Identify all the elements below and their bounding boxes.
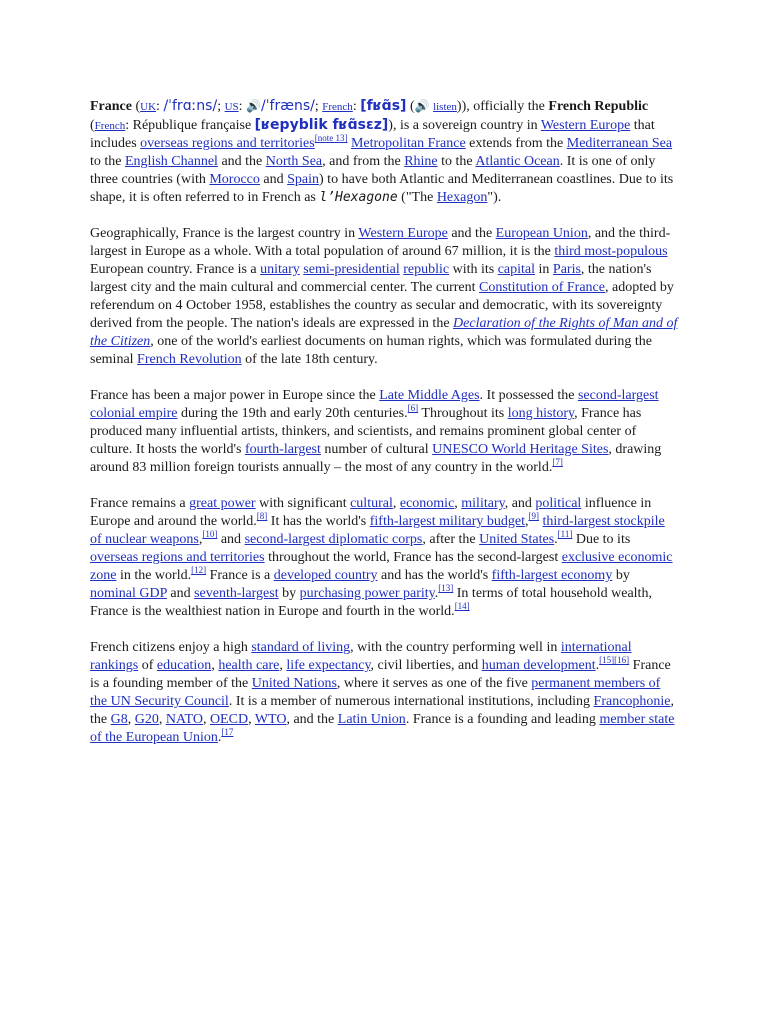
ref-10[interactable]: [10] bbox=[202, 529, 218, 539]
link-international-rankings[interactable]: international rankings bbox=[90, 640, 632, 673]
link-g20[interactable]: G20 bbox=[134, 712, 159, 727]
link-oecd[interactable]: OECD bbox=[209, 712, 249, 727]
link-morocco[interactable]: Morocco bbox=[209, 172, 260, 187]
note-13[interactable]: [note 13] bbox=[314, 133, 348, 143]
link-united-nations[interactable]: United Nations bbox=[251, 676, 337, 691]
link-overseas[interactable]: overseas regions and territories bbox=[140, 136, 315, 151]
paragraph-power: France remains a great power with significant cultural, economic, military, and political influence in Europe and around the world.[8] It has the world's fifth-largest military budget,[9] third-largest stockpile of nuclear weapons,[10] and second-largest diplomatic corps, after the United States.[11] Due to its overseas regions and territories throughout the world, France has the second-largest exclusive economic zone in the world.[12] France is a developed country and has the world's fifth-largest economy by nominal GDP and seventh-largest by purchasing power parity.[13] In terms of total household wealth, France is the wealthiest nation in Europe and fourth in the world.[14] bbox=[90, 496, 673, 619]
link-unitary[interactable]: unitary bbox=[260, 262, 300, 277]
speaker-icon[interactable]: 🔊 bbox=[246, 99, 261, 113]
link-economic[interactable]: economic bbox=[399, 496, 455, 511]
link-nuclear-weapons[interactable]: third-largest stockpile of nuclear weapons bbox=[90, 514, 665, 547]
link-education[interactable]: education bbox=[156, 658, 212, 673]
link-seventh-largest[interactable]: seventh-largest bbox=[194, 586, 279, 601]
ref-8[interactable]: [8] bbox=[256, 511, 268, 521]
ref-7[interactable]: [7] bbox=[552, 457, 563, 467]
link-human-development[interactable]: human development bbox=[481, 658, 596, 673]
paragraph-intro: France (UK: /ˈfrɑːns/; US: 🔊/ˈfræns/; French: [fʁɑ̃s] (🔊 listen)), officially the French Republic (French: République française [ʁepyblik fʁɑ̃sɛz]), is a sovereign country in Western Europe that includes overseas regions and territories[note 13] Metropolitan France extends from the Mediterranean Sea to the English Channel and the North Sea, and from the Rhine to the Atlantic Ocean. It is one of only three countries (with Morocco and Spain) to have both Atlantic and Mediterranean coastlines. Due to its shape, it is often referred to in French as l’Hexagone ("The Hexagon"). bbox=[90, 98, 674, 205]
link-wto[interactable]: WTO bbox=[254, 712, 287, 727]
ipa-french[interactable]: [fʁɑ̃s] bbox=[360, 98, 407, 114]
ipa-us[interactable]: /ˈfræns/ bbox=[260, 98, 315, 114]
ipa-uk[interactable]: /ˈfrɑːns/ bbox=[163, 98, 218, 114]
link-military-budget[interactable]: fifth-largest military budget bbox=[369, 514, 526, 529]
link-french-revolution[interactable]: French Revolution bbox=[137, 352, 242, 367]
link-declaration[interactable]: Declaration of the Rights of Man and of the Citizen bbox=[90, 316, 678, 349]
bold-france: France bbox=[90, 99, 132, 114]
link-republic[interactable]: republic bbox=[403, 262, 450, 277]
link-united-states[interactable]: United States bbox=[479, 532, 555, 547]
link-constitution[interactable]: Constitution of France bbox=[479, 280, 605, 295]
link-military[interactable]: military bbox=[461, 496, 505, 511]
link-french[interactable]: French bbox=[322, 101, 353, 113]
link-developed-country[interactable]: developed country bbox=[273, 568, 378, 583]
link-western-europe[interactable]: Western Europe bbox=[540, 118, 631, 133]
paragraph-citizens: French citizens enjoy a high standard of living, with the country performing well in international rankings of education, health care, life expectancy, civil liberties, and human development.[15][16] France is a founding member of the United Nations, where it serves as one of the five permanent members of the UN Security Council. It is a member of numerous international institutions, including Francophonie, the G8, G20, NATO, OECD, WTO, and the Latin Union. France is a founding and leading member state of the European Union.$^{[17}$ bbox=[90, 640, 675, 745]
link-listen[interactable]: listen bbox=[433, 101, 457, 113]
link-hexagon[interactable]: Hexagon bbox=[436, 190, 488, 205]
ipa-republique[interactable]: [ʁepyblik fʁɑ̃sɛz] bbox=[254, 117, 389, 133]
link-spain[interactable]: Spain bbox=[287, 172, 320, 187]
link-permanent-members[interactable]: permanent members of the UN Security Council bbox=[90, 676, 661, 709]
link-mediterranean[interactable]: Mediterranean Sea bbox=[566, 136, 673, 151]
link-long-history[interactable]: long history bbox=[507, 406, 575, 421]
link-unesco[interactable]: UNESCO World Heritage Sites bbox=[432, 442, 609, 457]
hexagone-term: l’Hexagone bbox=[319, 190, 398, 205]
link-great-power[interactable]: great power bbox=[189, 496, 256, 511]
link-semi-presidential[interactable]: semi-presidential bbox=[303, 262, 400, 277]
ref-12[interactable]: [12] bbox=[191, 565, 207, 575]
link-life-expectancy[interactable]: life expectancy bbox=[286, 658, 371, 673]
link-colonial-empire[interactable]: second-largest colonial empire bbox=[90, 388, 659, 421]
paragraph-geography: Geographically, France is the largest country in Western Europe and the European Union, and the third-largest in Europe as a whole. With a total population of around 67 million, it is the third most-populous European country. France is a unitary semi-presidential republic with its capital in Paris, the nation's largest city and the main cultural and commercial center. The current Constitution of France, adopted by referendum on 4 October 1958, establishes the country as secular and democratic, with its sovereignty derived from the people. The nation's ideals are expressed in the Declaration of the Rights of Man and of the Citizen, one of the world's earliest documents on human rights, which was formulated during the seminal French Revolution of the late 18th century. bbox=[90, 226, 678, 367]
ref-9[interactable]: [9] bbox=[528, 511, 540, 521]
speaker-icon[interactable]: 🔊 bbox=[414, 99, 430, 113]
link-uk[interactable]: UK bbox=[140, 101, 157, 113]
link-latin-union[interactable]: Latin Union bbox=[337, 712, 406, 727]
link-rhine[interactable]: Rhine bbox=[404, 154, 438, 169]
link-third-most-populous[interactable]: third most-populous bbox=[554, 244, 668, 259]
link-standard-of-living[interactable]: standard of living bbox=[251, 640, 351, 655]
link-metropolitan-france[interactable]: Metropolitan France bbox=[350, 136, 466, 151]
paragraph-history: France has been a major power in Europe since the Late Middle Ages. It possessed the second-largest colonial empire during the 19th and early 20th centuries.[6] Throughout its long history, France has produced many influential artists, thinkers, and scientists, and remains prominent global center of culture. It hosts the world's fourth-largest number of cultural UNESCO World Heritage Sites, drawing around 83 million foreign tourists annually – the most of any country in the world.[7] bbox=[90, 388, 662, 475]
link-late-middle-ages[interactable]: Late Middle Ages bbox=[379, 388, 480, 403]
link-member-state-eu[interactable]: member state of the European Union bbox=[90, 712, 675, 745]
ref-13[interactable]: [13] bbox=[438, 583, 454, 593]
ref-15-16[interactable]: [15][16] bbox=[599, 655, 630, 665]
link-english-channel[interactable]: English Channel bbox=[125, 154, 218, 169]
link-fifth-largest-economy[interactable]: fifth-largest economy bbox=[491, 568, 613, 583]
link-political[interactable]: political bbox=[535, 496, 582, 511]
link-european-union[interactable]: European Union bbox=[495, 226, 588, 241]
bold-french-republic: French Republic bbox=[548, 99, 649, 114]
link-fourth-largest[interactable]: fourth-largest bbox=[244, 442, 321, 457]
link-paris[interactable]: Paris bbox=[552, 262, 581, 277]
link-health-care[interactable]: health care bbox=[218, 658, 280, 673]
ref-17[interactable]: [17 bbox=[221, 727, 234, 737]
link-diplomatic-corps[interactable]: second-largest diplomatic corps bbox=[244, 532, 423, 547]
link-north-sea[interactable]: North Sea bbox=[265, 154, 323, 169]
link-cultural[interactable]: cultural bbox=[350, 496, 393, 511]
link-us[interactable]: US bbox=[224, 101, 239, 113]
link-western-europe-2[interactable]: Western Europe bbox=[358, 226, 448, 241]
link-nato[interactable]: NATO bbox=[165, 712, 203, 727]
link-francophonie[interactable]: Francophonie bbox=[593, 694, 671, 709]
link-ppp[interactable]: purchasing power parity bbox=[299, 586, 435, 601]
ref-6[interactable]: [6] bbox=[407, 403, 419, 413]
ref-11[interactable]: [11] bbox=[557, 529, 573, 539]
link-nominal-gdp[interactable]: nominal GDP bbox=[90, 586, 167, 601]
link-capital[interactable]: capital bbox=[497, 262, 536, 277]
link-atlantic[interactable]: Atlantic Ocean bbox=[475, 154, 560, 169]
link-eez[interactable]: exclusive economic zone bbox=[90, 550, 673, 583]
article-body bbox=[90, 97, 678, 765]
link-overseas-2[interactable]: overseas regions and territories bbox=[90, 550, 265, 565]
link-g8[interactable]: G8 bbox=[110, 712, 128, 727]
ref-14[interactable]: [14] bbox=[454, 601, 470, 611]
link-french-2[interactable]: French bbox=[94, 120, 126, 132]
